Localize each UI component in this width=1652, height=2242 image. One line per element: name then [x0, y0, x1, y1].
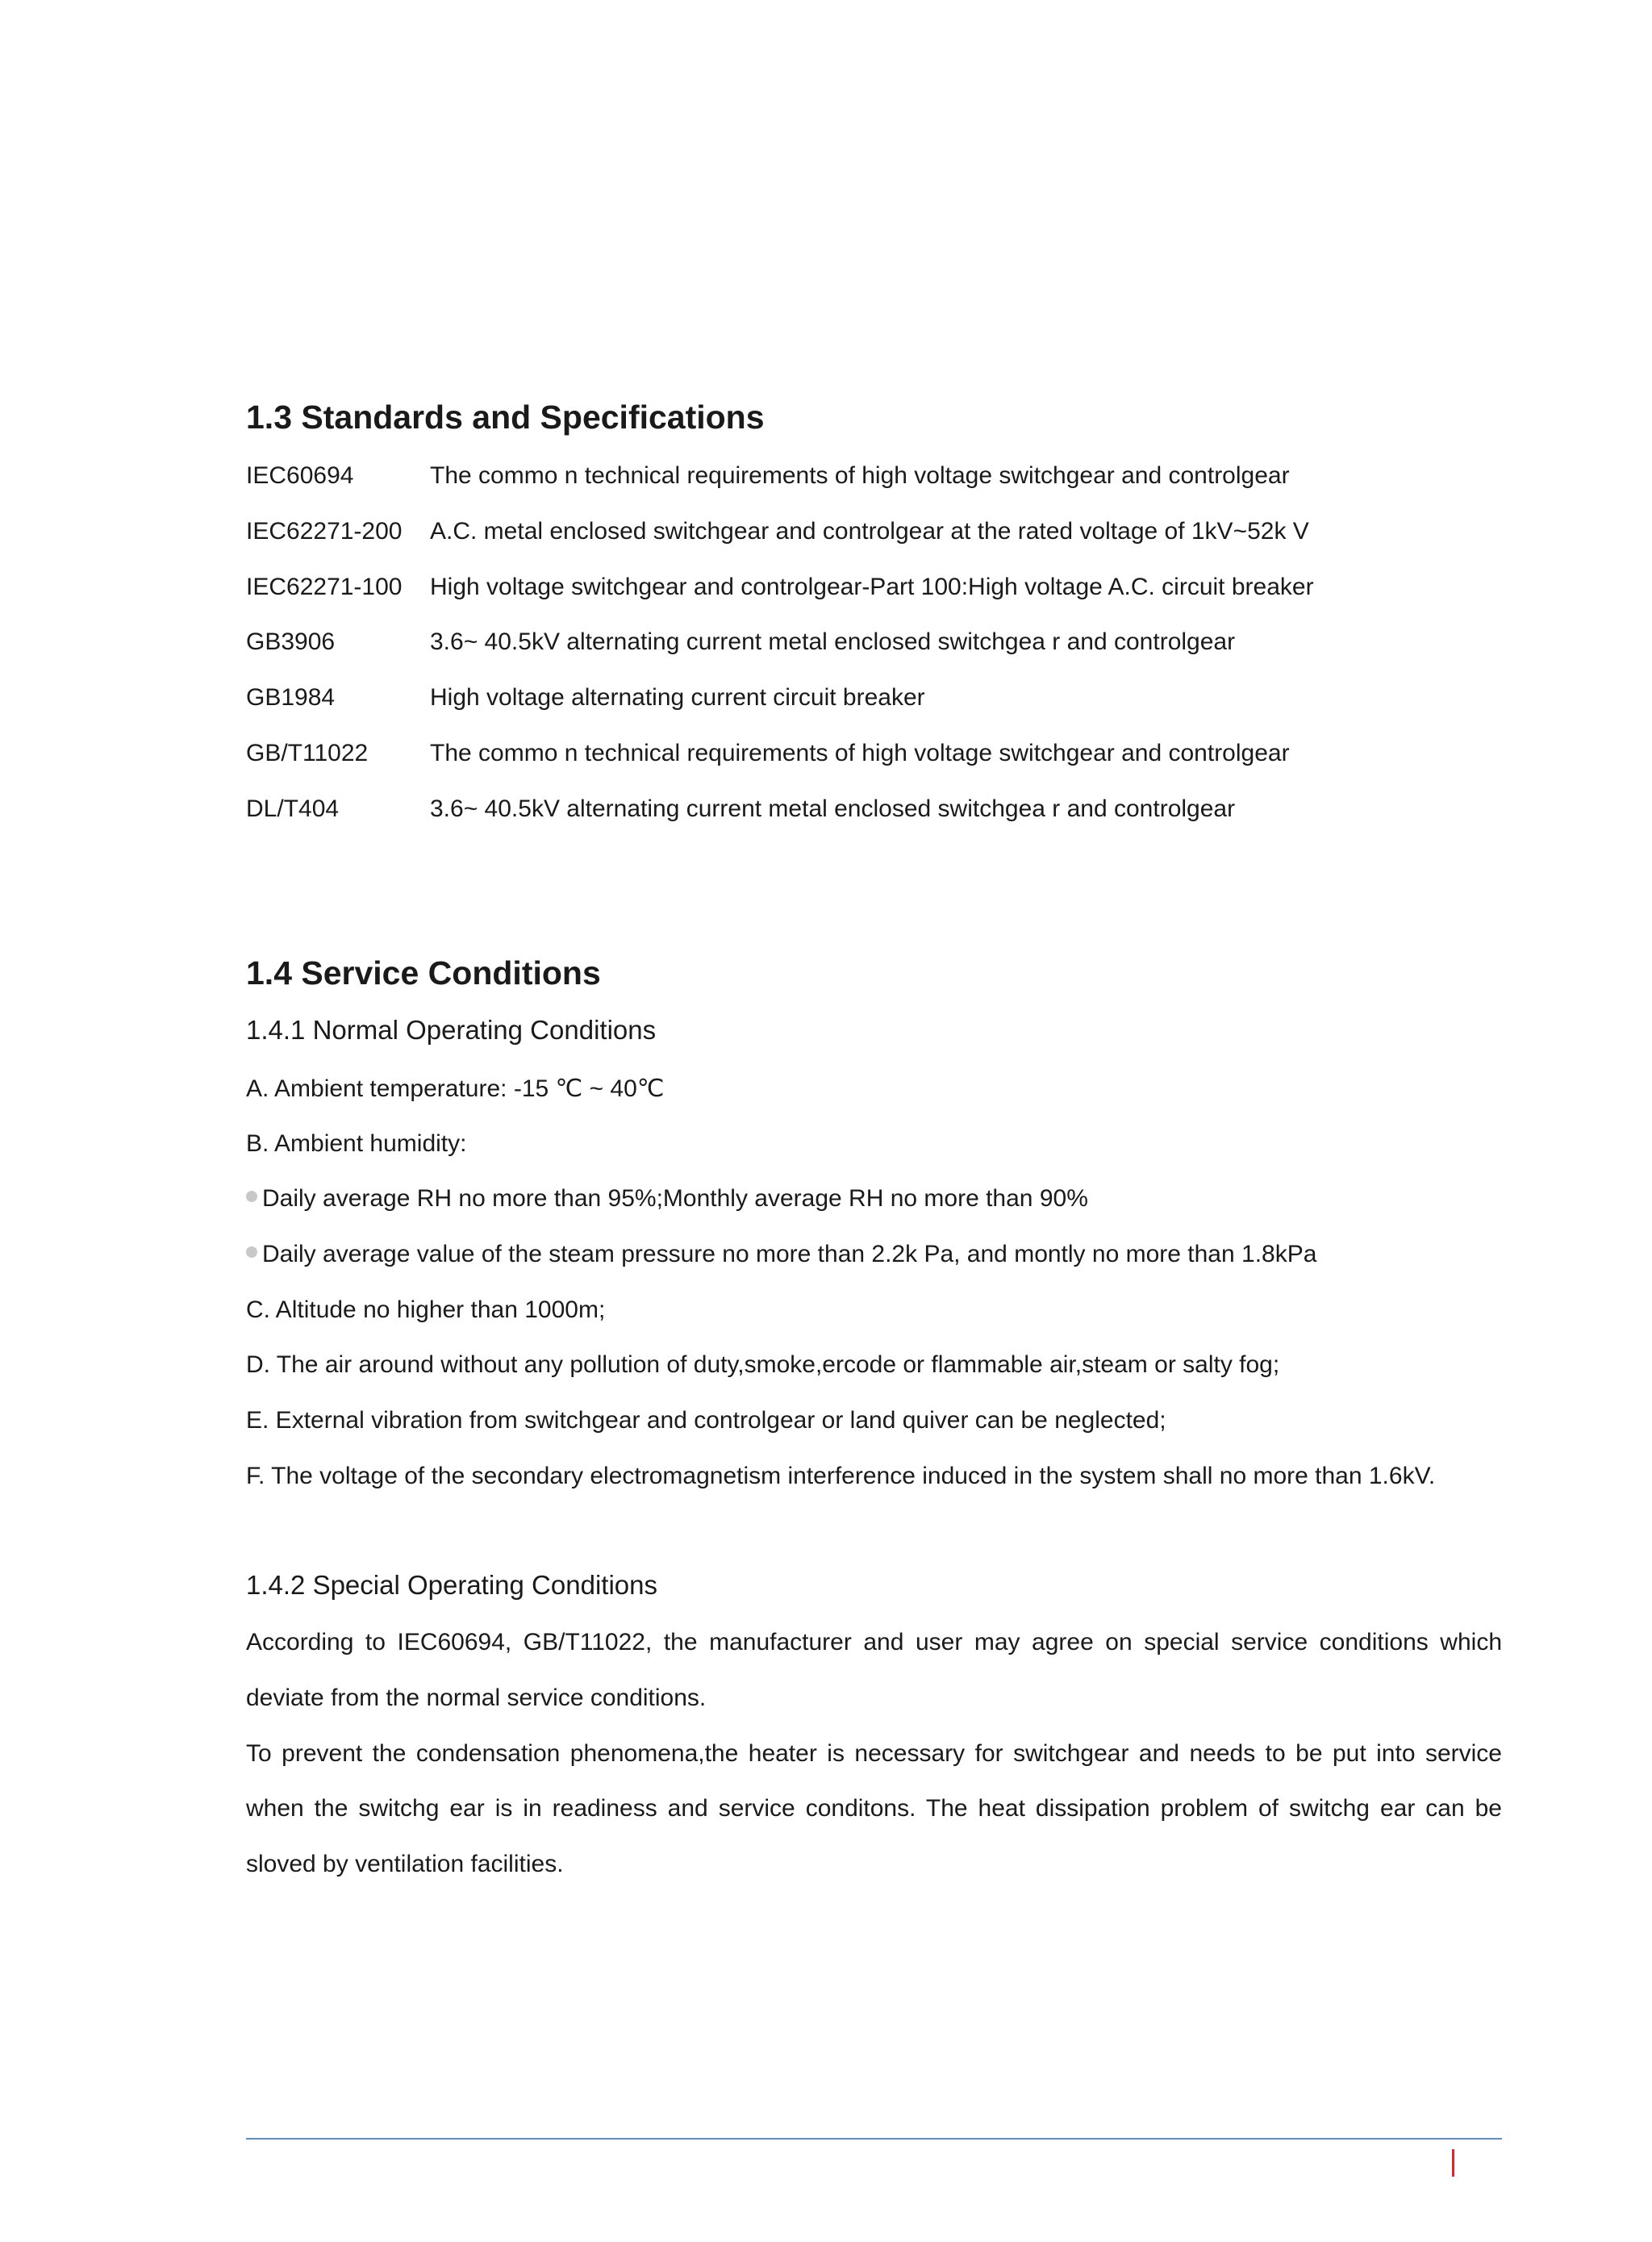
bullet-icon [246, 1246, 257, 1258]
altitude-condition: C. Altitude no higher than 1000m; [246, 1296, 606, 1323]
standard-code: IEC60694 [246, 462, 354, 489]
standard-description: High voltage switchgear and controlgear-Part 100:High voltage A.C. circuit breaker [430, 574, 1314, 600]
voltage-condition: F. The voltage of the secondary electromagnetism interference induced in the system shall no more than 1.6kV. [246, 1463, 1436, 1489]
standard-code: DL/T404 [246, 795, 340, 822]
paragraph-line: To prevent the condensation phenomena,the heater is necessary for switchgear and needs to be put into service [246, 1740, 1502, 1767]
standard-description: The commo n technical requirements of high voltage switchgear and controlgear [430, 740, 1290, 766]
ambient-temperature: A. Ambient temperature: -15 ℃ ~ 40℃ [246, 1075, 665, 1102]
list-item [246, 1241, 1316, 1268]
standard-description: 3.6~ 40.5kV alternating current metal enclosed switchgea r and controlgear [430, 795, 1236, 822]
subsection-heading-normal: 1.4.1 Normal Operating Conditions [246, 1015, 657, 1045]
standard-description: 3.6~ 40.5kV alternating current metal enclosed switchgea r and controlgear [430, 628, 1236, 655]
footer-divider [246, 2138, 1502, 2140]
standard-description: The commo n technical requirements of high voltage switchgear and controlgear [430, 462, 1290, 489]
section-heading-standards: 1.3 Standards and Specifications [246, 399, 765, 436]
page-number-marker [1452, 2149, 1454, 2177]
paragraph-line: when the switchg ear is in readiness and service conditons. The heat dissipation problem of switchg ear can be [246, 1795, 1502, 1822]
subsection-heading-special: 1.4.2 Special Operating Conditions [246, 1570, 657, 1600]
standard-code: GB/T11022 [246, 740, 369, 766]
paragraph-line: According to IEC60694, GB/T11022, the manufacturer and user may agree on special service conditions which [246, 1629, 1502, 1655]
standard-description: High voltage alternating current circuit breaker [430, 684, 925, 711]
section-heading-service-conditions: 1.4 Service Conditions [246, 954, 601, 992]
list-item [246, 1185, 1088, 1213]
standard-description: A.C. metal enclosed switchgear and controlgear at the rated voltage of 1kV~52k V [430, 518, 1309, 545]
standard-code: GB3906 [246, 628, 336, 655]
bullet-icon [246, 1191, 257, 1202]
list-item-text: Daily average RH no more than 95%;Monthly average RH no more than 90% [262, 1185, 1088, 1212]
standard-code: GB1984 [246, 684, 336, 711]
standard-code: IEC62271-200 [246, 518, 403, 545]
list-item-text: Daily average value of the steam pressure no more than 2.2k Pa, and montly no more than 1.8kPa [262, 1241, 1317, 1267]
vibration-condition: E. External vibration from switchgear and controlgear or land quiver can be neglected; [246, 1407, 1166, 1434]
paragraph-line: deviate from the normal service conditions. [246, 1685, 707, 1711]
standard-code: IEC62271-100 [246, 574, 403, 600]
ambient-humidity: B. Ambient humidity: [246, 1130, 467, 1157]
air-condition: D. The air around without any pollution of duty,smoke,ercode or flammable air,steam or salty fog; [246, 1351, 1280, 1378]
paragraph-line: sloved by ventilation facilities. [246, 1851, 564, 1877]
